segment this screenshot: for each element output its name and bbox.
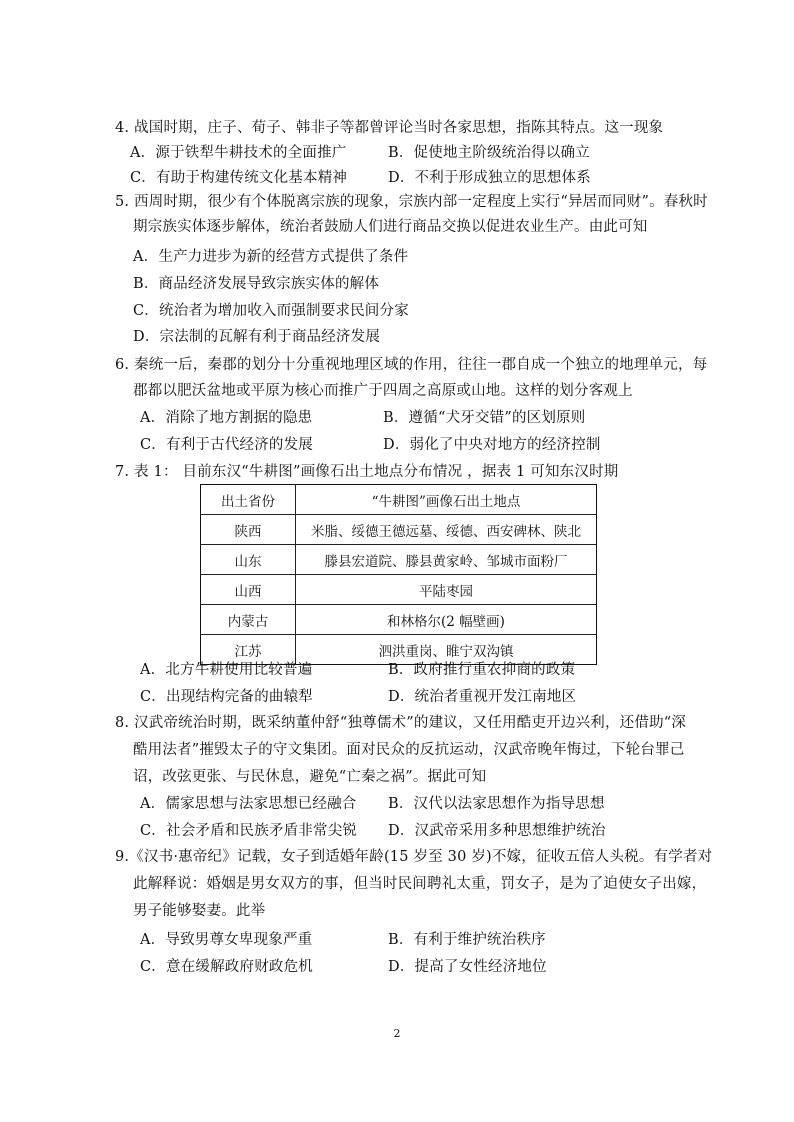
question-8-stem-line-3: 诏，改弦更张、与民休息，避免“亡秦之祸”。据此可知 (133, 769, 487, 785)
question-5-option-c: C．统治者为增加收入而强制要求民间分家 (133, 303, 409, 319)
table-cell-locations: 平陆枣园 (296, 575, 597, 605)
table-cell-province: 山东 (201, 545, 296, 575)
table-row (201, 515, 597, 545)
table-header-row (201, 485, 597, 515)
table-row (201, 575, 597, 605)
question-8-stem-line-2: 酷用法者”摧毁太子的守文集团。面对民众的反抗运动，汉武帝晚年悔过，下轮台罪己 (133, 742, 685, 758)
question-8-option-d: D．汉武帝采用多种思想维护统治 (388, 823, 606, 839)
question-5-option-a: A．生产力进步为新的经营方式提供了条件 (133, 249, 409, 265)
question-4-option-b: B．促使地主阶级统治得以确立 (388, 145, 590, 161)
question-8-stem-line-1: 8. 汉武帝统治时期，既采纳董仲舒“独尊儒术”的建议，又任用酷吏开边兴利，还借助“深 (115, 715, 687, 731)
table-row (201, 545, 597, 575)
table-cell-province: 内蒙古 (201, 605, 296, 635)
question-7-option-b: B．政府推行重农抑商的政策 (388, 662, 576, 678)
question-8-option-a: A．儒家思想与法家思想已经融合 (140, 796, 357, 812)
table-header-cell: “牛耕图”画像石出土地点 (296, 485, 597, 515)
question-5-stem-line-1: 5. 西周时期，很少有个体脱离宗族的现象，宗族内部一定程度上实行“异居而同财”。春秋时 (115, 194, 708, 210)
question-7-option-d: D．统治者重视开发江南地区 (388, 689, 577, 705)
question-4-option-a: A．源于铁犁牛耕技术的全面推广 (130, 145, 347, 161)
question-9-option-c: C．意在缓解政府财政危机 (140, 959, 313, 975)
table-cell-province: 陕西 (201, 515, 296, 545)
question-6-option-d: D．弱化了中央对地方的经济控制 (383, 437, 601, 453)
table-header-cell: 出土省份 (201, 485, 296, 515)
page-number: 2 (393, 1027, 401, 1040)
question-9-option-d: D．提高了女性经济地位 (388, 959, 547, 975)
question-4-option-c: C．有助于构建传统文化基本精神 (130, 170, 348, 186)
question-6-option-c: C．有利于古代经济的发展 (140, 437, 313, 453)
table-row (201, 605, 597, 635)
table-cell-locations: 滕县宏道院、滕县黄家岭、邹城市面粉厂 (296, 545, 597, 575)
table-cell-province: 江苏 (201, 635, 296, 665)
question-8-option-c: C．社会矛盾和民族矛盾非常尖锐 (140, 823, 358, 839)
table-cell-locations: 泗洪重岗、睢宁双沟镇 (296, 635, 597, 665)
question-4-stem: 4. 战国时期，庄子、荀子、韩非子等都曾评论当时各家思想，指陈其特点。这一现象 (115, 120, 664, 136)
question-9-stem-line-1: 9.《汉书·惠帝纪》记载，女子到适婚年龄(15 岁至 30 岁)不嫁，征收五倍人头税。有学者对 (115, 849, 713, 865)
question-9-option-a: A．导致男尊女卑现象严重 (140, 932, 313, 948)
unearthed-locations-table (200, 484, 597, 665)
table-cell-province: 山西 (201, 575, 296, 605)
question-6-stem-line-1: 6. 秦统一后，秦郡的划分十分重视地理区域的作用，往往一郡自成一个独立的地理单元，每 (115, 357, 708, 373)
question-9-stem-line-2: 此解释说：婚姻是男女双方的事，但当时民间聘礼太重，罚女子，是为了迫使女子出嫁， (133, 876, 707, 892)
question-6-stem-line-2: 郡都以肥沃盆地或平原为核心而推广于四周之高原或山地。这样的划分客观上 (133, 383, 633, 399)
question-5-stem-line-2: 期宗族实体逐步解体，统治者鼓励人们进行商品交换以促进农业生产。由此可知 (133, 219, 648, 235)
question-8-option-b: B．汉代以法家思想作为指导思想 (388, 796, 605, 812)
table-cell-locations: 米脂、绥德王德远墓、绥德、西安碑林、陕北 (296, 515, 597, 545)
question-9-stem-line-3: 男子能够娶妻。此举 (133, 903, 266, 919)
question-9-option-b: B．有利于维护统治秩序 (388, 932, 546, 948)
question-5-option-d: D．宗法制的瓦解有利于商品经济发展 (133, 329, 381, 345)
question-6-option-a: A．消除了地方割据的隐患 (140, 410, 313, 426)
question-6-option-b: B．遵循“犬牙交错”的区划原则 (383, 410, 586, 426)
question-7-stem: 7. 表 1： 目前东汉“牛耕图”画像石出土地点分布情况 ，据表 1 可知东汉时期 (115, 464, 619, 480)
question-5-option-b: B．商品经济发展导致宗族实体的解体 (133, 276, 380, 292)
question-4-option-d: D．不利于形成独立的思想体系 (388, 170, 591, 186)
question-7-option-c: C．出现结构完备的曲辕犁 (140, 689, 313, 705)
table-cell-locations: 和林格尔(2 幅壁画) (296, 605, 597, 635)
question-7-option-a: A．北方牛耕使用比较普遍 (140, 662, 313, 678)
